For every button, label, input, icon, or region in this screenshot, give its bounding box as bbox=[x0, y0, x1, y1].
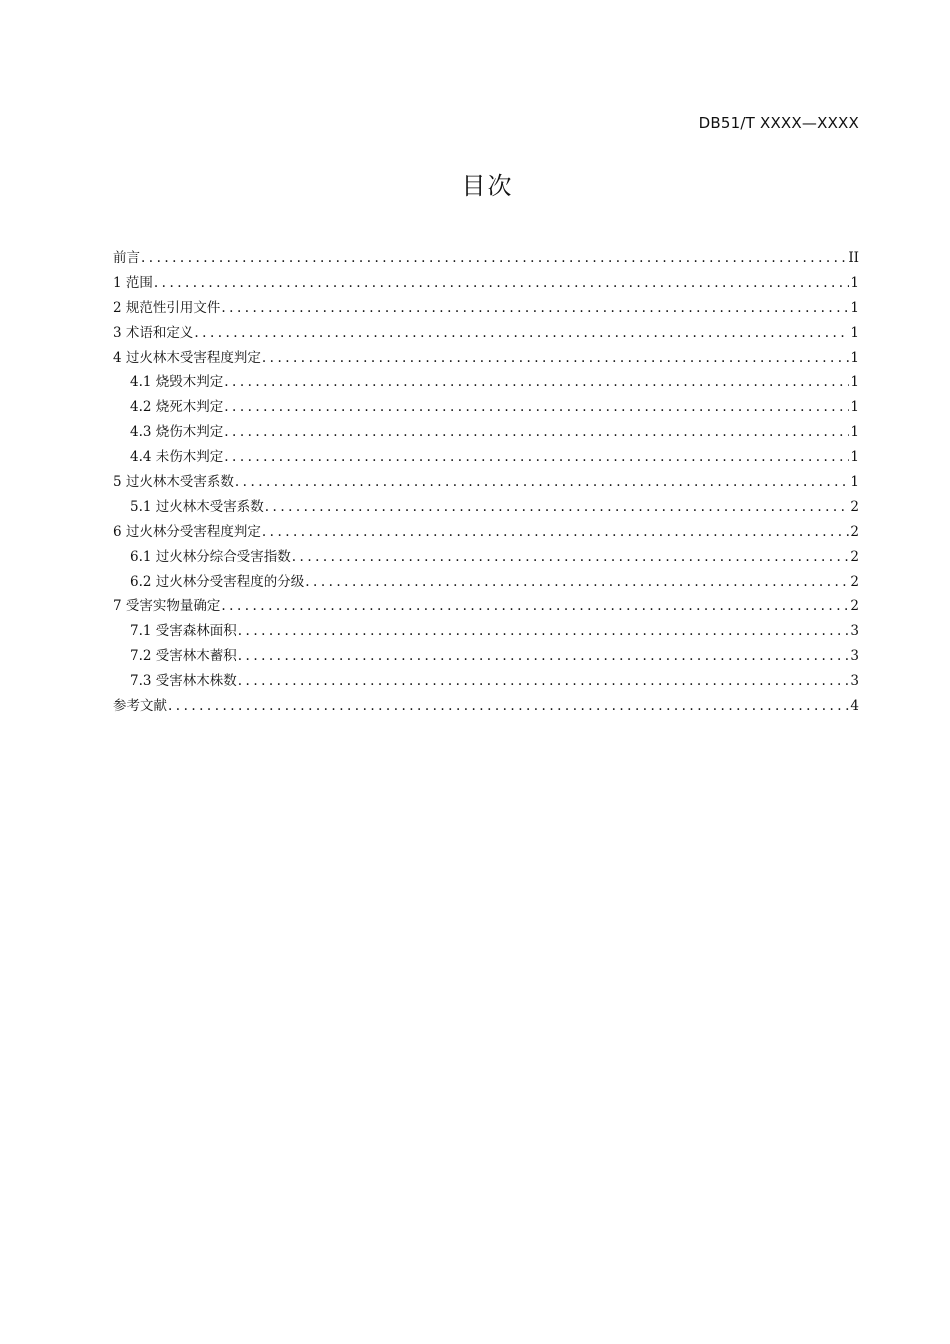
toc-entry-label: 4.4 未伤木判定 bbox=[130, 449, 224, 466]
toc-leader-dots bbox=[141, 246, 847, 271]
toc-leader-dots bbox=[238, 669, 850, 694]
toc-leader-dots bbox=[235, 470, 850, 495]
toc-entry-7-2[interactable] bbox=[113, 644, 859, 669]
toc-entry-3[interactable] bbox=[113, 321, 859, 346]
toc-entry-label: 4.2 烧死木判定 bbox=[130, 399, 224, 416]
toc-entry-label: 7.3 受害林木株数 bbox=[130, 673, 237, 690]
toc-entry-foreword[interactable] bbox=[113, 246, 859, 271]
toc-entry-4-1[interactable] bbox=[113, 370, 859, 395]
toc-leader-dots bbox=[224, 395, 849, 420]
toc-entry-6-1[interactable] bbox=[113, 545, 859, 570]
toc-entry-2[interactable] bbox=[113, 296, 859, 321]
toc-entry-4-4[interactable] bbox=[113, 445, 859, 470]
toc-entry-label: 2 规范性引用文件 bbox=[113, 299, 221, 316]
toc-entry-page: 1 bbox=[850, 424, 859, 441]
toc-entry-6-2[interactable] bbox=[113, 570, 859, 595]
document-code: DB51/T XXXX—XXXX bbox=[698, 114, 859, 132]
toc-entry-page: 4 bbox=[850, 698, 859, 715]
toc-leader-dots bbox=[224, 445, 849, 470]
toc-entry-6[interactable] bbox=[113, 520, 859, 545]
toc-entry-5-1[interactable] bbox=[113, 495, 859, 520]
toc-entry-page: 1 bbox=[850, 374, 859, 391]
toc-leader-dots bbox=[154, 271, 850, 296]
toc-entry-page: 2 bbox=[850, 548, 859, 565]
toc-entry-label: 4.1 烧毁木判定 bbox=[130, 374, 224, 391]
toc-entry-4-2[interactable] bbox=[113, 395, 859, 420]
toc-entry-label: 5.1 过火林木受害系数 bbox=[130, 498, 264, 515]
toc-entry-label: 6.1 过火林分综合受害指数 bbox=[130, 548, 291, 565]
toc-entry-page: 2 bbox=[850, 498, 859, 515]
toc-entry-label: 6 过火林分受害程度判定 bbox=[113, 523, 261, 540]
toc-entry-references[interactable] bbox=[113, 694, 859, 719]
toc-entry-page: 3 bbox=[850, 673, 859, 690]
toc-leader-dots bbox=[265, 495, 850, 520]
toc-entry-page: 1 bbox=[850, 474, 859, 491]
toc-entry-label: 7.2 受害林木蓄积 bbox=[130, 648, 237, 665]
toc-leader-dots bbox=[221, 594, 849, 619]
toc-leader-dots bbox=[292, 545, 850, 570]
toc-entry-label: 7.1 受害森林面积 bbox=[130, 623, 237, 640]
toc-entry-label: 6.2 过火林分受害程度的分级 bbox=[130, 573, 305, 590]
toc-entry-5[interactable] bbox=[113, 470, 859, 495]
toc-entry-4[interactable] bbox=[113, 346, 859, 371]
toc-leader-dots bbox=[221, 296, 849, 321]
toc-leader-dots bbox=[194, 321, 849, 346]
toc-entry-label: 1 范围 bbox=[113, 274, 153, 291]
toc-entry-page: 3 bbox=[850, 623, 859, 640]
toc-entry-1[interactable] bbox=[113, 271, 859, 296]
toc-entry-page: 3 bbox=[850, 648, 859, 665]
toc-entry-7-1[interactable] bbox=[113, 619, 859, 644]
toc-entry-7-3[interactable] bbox=[113, 669, 859, 694]
toc-leader-dots bbox=[262, 346, 850, 371]
toc-entry-label: 4.3 烧伤木判定 bbox=[130, 424, 224, 441]
page-title: 目次 bbox=[461, 172, 514, 200]
toc-entry-label: 参考文献 bbox=[113, 698, 167, 715]
toc-entry-page: 1 bbox=[850, 274, 859, 291]
toc-entry-page: 1 bbox=[850, 324, 859, 341]
toc-leader-dots bbox=[168, 694, 849, 719]
toc-entry-page: 2 bbox=[850, 523, 859, 540]
toc-leader-dots bbox=[305, 570, 849, 595]
toc-entry-page: 1 bbox=[850, 449, 859, 466]
toc-leader-dots bbox=[262, 520, 850, 545]
toc-leader-dots bbox=[238, 619, 850, 644]
toc-entry-page: 2 bbox=[850, 573, 859, 590]
toc-entry-label: 3 术语和定义 bbox=[113, 324, 194, 341]
toc-entry-page: II bbox=[848, 250, 859, 266]
toc-entry-page: 1 bbox=[850, 299, 859, 316]
toc-leader-dots bbox=[238, 644, 850, 669]
toc-entry-label: 7 受害实物量确定 bbox=[113, 598, 221, 615]
toc-entry-page: 1 bbox=[850, 349, 859, 366]
table-of-contents bbox=[113, 246, 859, 719]
toc-entry-label: 前言 bbox=[113, 250, 140, 266]
toc-entry-7[interactable] bbox=[113, 594, 859, 619]
toc-entry-page: 1 bbox=[850, 399, 859, 416]
toc-entry-4-3[interactable] bbox=[113, 420, 859, 445]
toc-entry-page: 2 bbox=[850, 598, 859, 615]
toc-entry-label: 5 过火林木受害系数 bbox=[113, 474, 234, 491]
toc-leader-dots bbox=[224, 370, 849, 395]
toc-leader-dots bbox=[224, 420, 849, 445]
toc-entry-label: 4 过火林木受害程度判定 bbox=[113, 349, 261, 366]
